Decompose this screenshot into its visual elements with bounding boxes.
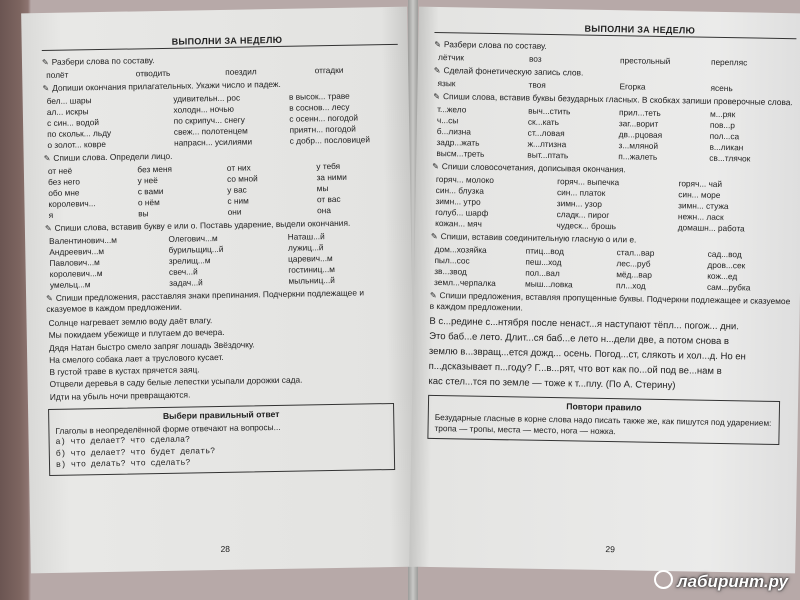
word-item: язык (437, 78, 456, 89)
word-item: сад...вод (707, 248, 742, 260)
word-grid (436, 104, 795, 165)
word-item: зрелищ...м (168, 255, 211, 266)
quiz-title: Выбери правильный ответ (162, 409, 280, 422)
word-item: лес...руб (616, 258, 651, 269)
word-item: обо мне (48, 187, 80, 198)
word-item: царевич...м (288, 253, 333, 264)
word-item: пл...ход (615, 280, 646, 291)
word-item: отгадки (314, 64, 344, 76)
word-item: стал...вар (616, 247, 655, 258)
pencil-icon: ✎ (41, 57, 49, 68)
word-item: ж...лтизна (527, 138, 567, 150)
word-item: у вас (227, 184, 247, 195)
pencil-icon: ✎ (433, 91, 441, 102)
word-item: поездил (225, 66, 257, 77)
word-item: твоя (528, 79, 546, 90)
task-pronoun-person: ✎ Спиши слова. Определи лицо. (43, 150, 173, 164)
task-missing-letters: ✎ Спиши предложения, вставляя пропущенные буквы. Подчеркни подлежащее и сказуемое в каждом предложении. (429, 290, 791, 313)
word-item: кожан... мяч (435, 217, 482, 229)
word-item: выч...стить (528, 105, 571, 117)
right-page-header: ВЫПОЛНИ ЗА НЕДЕЛЮ (434, 21, 796, 39)
word-item: задач...й (169, 277, 203, 288)
sentence: Отцвели деревья в саду белые лепестки усыпали дорожки сада. (49, 375, 303, 390)
left-page (21, 7, 417, 574)
word-item: зимн... стужа (678, 200, 729, 212)
word-item: сам...рубка (706, 281, 751, 293)
left-page-header: ВЫПОЛНИ ЗА НЕДЕЛЮ (42, 33, 398, 51)
rule-title: Повтори правило (566, 401, 642, 413)
word-item: заг...ворит (618, 118, 659, 129)
word-item: син... блузка (435, 184, 484, 196)
word-item: пол...са (709, 130, 740, 142)
task-morpheme-parse: ✎ Разбери слова по составу. (434, 39, 547, 51)
word-item: без него (48, 176, 81, 187)
word-grid (48, 160, 401, 221)
word-item: б...лизна (436, 126, 471, 137)
word-grid (434, 244, 793, 294)
word-item: я (48, 209, 54, 220)
sentence: Солнце нагревает землю воду даёт влагу. (48, 315, 213, 328)
pencil-icon: ✎ (430, 231, 438, 242)
word-item: лужиц...й (287, 242, 324, 253)
word-grid (49, 230, 402, 291)
pencil-icon: ✎ (433, 65, 441, 76)
word-item: задр...жать (436, 137, 480, 148)
word-item: о золот... ковре (47, 138, 107, 150)
story-line: Это баб...е лето. Длит...ся баб...е лето н...дели две, а потом снова в (429, 330, 730, 348)
word-item: бурильщиц...й (168, 243, 224, 255)
quiz-option-a: а) что делает? что сделала? (55, 435, 191, 448)
pencil-icon: ✎ (434, 39, 442, 50)
word-item: ясень (710, 82, 733, 94)
word-item: лётчик (437, 52, 464, 63)
word-item: ал... искры (46, 106, 89, 117)
word-item: м...ряк (710, 108, 736, 120)
word-item: ч...сы (436, 115, 459, 126)
word-item: дв...рцовая (618, 129, 663, 140)
word-item: св...тлячок (709, 152, 751, 164)
word-item: с добр... пословицей (289, 134, 371, 146)
word-item: Валентинович...м (49, 234, 118, 246)
word-item: ст...ловая (527, 127, 565, 139)
word-item: без меня (137, 163, 173, 175)
word-item: з...мляной (618, 140, 659, 151)
task-punctuation: ✎ Спиши предложения, расставляя знаки препинания. Подчеркни подлежащее и сказуемое в каждом предложении. (46, 287, 365, 315)
word-item: с осенн... погодой (289, 112, 359, 124)
word-item: мёд...вар (616, 269, 652, 280)
quiz-option-c: в) что делать? что сделать? (55, 458, 191, 471)
quiz-question: Глаголы в неопределённой форме отвечают на вопросы... (55, 421, 281, 436)
sentence: Мы покидаем убежище и плутаем до вечера. (48, 327, 225, 341)
page-number-left: 28 (220, 543, 231, 555)
pencil-icon: ✎ (43, 153, 51, 164)
word-item: в...ликан (709, 141, 744, 153)
word-item: отводить (135, 67, 171, 79)
word-item: нежн... ласк (677, 211, 724, 223)
word-item: королевич... (48, 198, 96, 209)
right-page (409, 7, 800, 574)
word-item: т...жело (437, 104, 467, 115)
word-item: по скольк... льду (47, 127, 112, 139)
sentence: На смелого собака лает а труслового кусает. (49, 351, 224, 365)
word-item: престольный (619, 55, 671, 67)
word-item: свеж... полотенцем (173, 125, 248, 137)
story-line: В с...редине с...нтября после ненаст...я наступают тёпл... погож... дни. (429, 315, 739, 333)
word-item: пол...вал (525, 267, 560, 279)
word-item: ск...кать (527, 116, 560, 128)
word-item: син... море (678, 189, 721, 200)
word-item: Андреевич...м (49, 246, 105, 257)
word-item: сладк... пирог (556, 209, 610, 221)
task-adjective-endings: ✎ Допиши окончания прилагательных. Укажи число и падеж. (42, 78, 281, 94)
word-item: со мной (226, 173, 258, 184)
word-item: горяч... чай (678, 178, 723, 189)
word-item: Егорка (619, 81, 646, 92)
word-item: воз (528, 53, 542, 64)
word-item: с ним (227, 195, 249, 206)
word-item: пов...р (709, 119, 736, 131)
word-grid (435, 174, 794, 235)
word-item: от неё (47, 165, 73, 176)
word-item: син... платок (556, 187, 606, 198)
pencil-icon: ✎ (46, 293, 53, 304)
story-text (428, 314, 791, 395)
word-item: прил...теть (619, 107, 661, 118)
word-item: свеч...й (168, 266, 198, 277)
word-item: голуб... шарф (435, 206, 489, 218)
word-item: пеш...ход (525, 256, 562, 268)
word-item: п...жалеть (618, 151, 658, 162)
word-item: домашн... работа (677, 222, 745, 234)
word-item: гостиниц...м (288, 263, 336, 275)
word-item: удивительн... рос (173, 92, 241, 104)
word-item: зв...звод (434, 265, 467, 277)
word-item: за ними (316, 171, 347, 183)
word-item: полёт (46, 69, 69, 80)
page-number-right: 29 (605, 544, 616, 555)
word-item: по скрипуч... снегу (173, 114, 245, 126)
word-item: в высок... траве (288, 90, 350, 102)
word-item: земл...черпалка (434, 276, 496, 289)
rule-text: Безударные гласные в корне слова надо писать также же, как пишутся под ударением: тропа — тропы, места — место, нога — ножка. (434, 411, 772, 437)
word-item: дров...сек (707, 259, 746, 271)
word-item: Олегович...м (168, 233, 218, 244)
word-item: они (227, 206, 242, 217)
task-morpheme-parse: ✎ Разбери слова по составу. (41, 55, 155, 68)
word-item: выт...птать (527, 149, 569, 161)
sentence: В густой траве в кустах прячется заяц. (49, 364, 200, 378)
word-item: холодн... ночью (173, 103, 234, 115)
word-item: она (317, 205, 332, 216)
word-item: высм...треть (436, 148, 485, 159)
word-item: с син... водой (46, 117, 100, 128)
rule-box (427, 395, 780, 445)
pencil-icon: ✎ (44, 223, 52, 234)
word-item: умельц...м (49, 279, 91, 290)
word-item: с вами (137, 185, 164, 197)
word-item: у тебя (316, 160, 341, 172)
word-item: Наташ...й (287, 231, 325, 242)
task-phrase-endings: ✎ Спиши словосочетания, дописывая окончания. (432, 161, 626, 175)
word-item: вы (138, 208, 149, 219)
task-phonetic: ✎ Сделай фонетическую запись слов. (433, 65, 584, 78)
story-line: кас стел...тся по земле — тоже к т...плу. (По А. Стерину) (428, 375, 676, 392)
quiz-option-b: б) что делает? что будет делать? (55, 446, 216, 459)
word-item: мыльниц...й (288, 274, 335, 286)
word-item: мы (316, 183, 329, 194)
pencil-icon: ✎ (42, 83, 50, 94)
word-item: перепляс (710, 56, 748, 68)
word-item: бел... шары (46, 95, 92, 106)
word-item: королевич...м (49, 268, 103, 279)
word-item: о нём (137, 197, 160, 208)
word-item: дом...хозяйка (434, 243, 487, 255)
word-item: от вас (316, 193, 341, 205)
word-item: птиц...вод (525, 245, 564, 257)
quiz-box (48, 403, 395, 476)
word-item: кож...ед (707, 270, 738, 282)
labirint-logo-icon (654, 570, 673, 589)
word-item: приятн... погодой (289, 123, 356, 135)
task-insert-e-o: ✎ Спиши слова, вставив букву е или о. Поставь ударение, выдели окончания. (44, 217, 351, 234)
task-unstressed-vowels: ✎ Спиши слова, вставив буквы безударных гласных. В скобках запиши проверочные слова. (433, 91, 793, 108)
word-item: пыл...сос (434, 254, 470, 266)
pencil-icon: ✎ (429, 290, 437, 301)
sentence-list (46, 311, 403, 403)
word-item: в соснов... лесу (289, 101, 350, 113)
watermark-logo: лабиринт.ру (654, 570, 788, 592)
word-item: от них (226, 162, 251, 173)
word-item: чудеск... брошь (556, 220, 617, 232)
word-item: напрасн... усилиями (173, 136, 253, 148)
word-grid (47, 90, 400, 151)
sentence: Идти на убыль ночи превращаются. (49, 389, 191, 402)
task-connecting-vowel: ✎ Спиши, вставив соединительную гласную о или е. (430, 231, 637, 245)
story-line: землю в...звращ...ется дожд... осень. Погод...ст, слякоть и хол...д. Но ен (428, 345, 746, 363)
word-item: мыш...ловка (525, 278, 573, 290)
word-item: зимн... узор (556, 198, 602, 209)
sentence: Дядя Натан быстро смело запряг лошадь Звёздочку. (48, 338, 255, 353)
word-item: у неё (137, 175, 158, 186)
word-item: зимн... утро (435, 195, 481, 207)
story-line: п...дсказывает п...году? Г...в...рят, что вот как по...ой под ве...нам в (428, 360, 722, 378)
pencil-icon: ✎ (432, 161, 439, 172)
word-item: горяч... выпечка (557, 176, 620, 188)
word-item: Павлович...м (49, 257, 100, 268)
word-item: горяч... молоко (435, 173, 495, 186)
